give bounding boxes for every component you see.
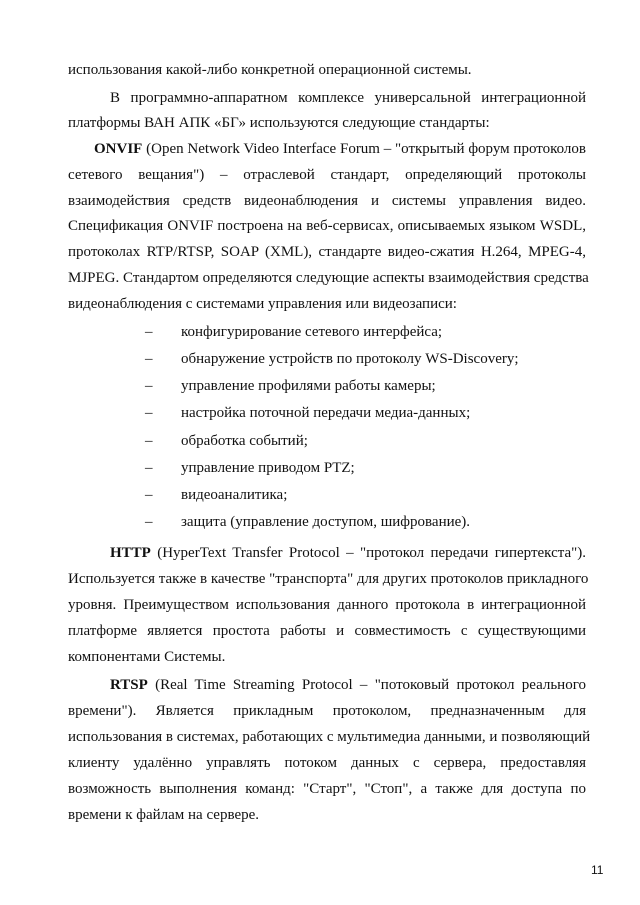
list-item: управление приводом PTZ; <box>181 460 355 476</box>
list-bullet: – <box>145 405 153 421</box>
onvif-line: протоколах RTP/RTSP, SOAP (XML), стандарте видео-сжатия H.264, MPEG-4, <box>68 244 586 260</box>
onvif-term: ONVIF <box>94 141 143 157</box>
rtsp-line: времени к файлам на сервере. <box>68 807 260 823</box>
rtsp-definition: (Real Time Streaming Protocol – "потоковый протокол реального <box>147 677 586 693</box>
paragraph-intro-tail: использования какой-либо конкретной операционной системы. <box>68 62 472 78</box>
list-bullet: – <box>145 433 153 449</box>
list-bullet: – <box>145 324 153 340</box>
onvif-line: взаимодействия средств видеонаблюдения и системы управления видео. <box>68 193 586 209</box>
http-line: Используется также в качестве "транспорта" для других протоколов прикладного <box>68 571 589 587</box>
rtsp-line: клиенту удалённо управлять потоком данных с сервера, предоставляя <box>68 755 586 771</box>
list-item: конфигурирование сетевого интерфейса; <box>181 324 443 340</box>
onvif-line-1 <box>94 139 586 159</box>
http-line-1 <box>110 543 586 563</box>
list-item: обработка событий; <box>181 433 308 449</box>
rtsp-line: возможность выполнения команд: "Старт", "Стоп", а также для доступа по <box>68 781 586 797</box>
page-number: 11 <box>591 863 604 877</box>
onvif-definition: (Open Network Video Interface Forum – "открытый форум протоколов <box>142 141 586 157</box>
list-bullet: – <box>145 378 153 394</box>
http-definition: (HyperText Transfer Protocol – "протокол передачи гипертекста"). <box>150 545 586 561</box>
onvif-line: Спецификация ONVIF построена на веб-сервисах, описываемых языком WSDL, <box>68 218 586 234</box>
http-line: платформе является простота работы и совместимость с существующими <box>68 623 586 639</box>
http-line: уровня. Преимуществом использования данного протокола в интеграционной <box>68 597 586 613</box>
http-line: компонентами Системы. <box>68 649 226 665</box>
rtsp-term: RTSP <box>110 677 148 693</box>
list-bullet: – <box>145 460 153 476</box>
list-item: защита (управление доступом, шифрование). <box>181 514 471 530</box>
list-bullet: – <box>145 487 153 503</box>
list-item: видеоаналитика; <box>181 487 288 503</box>
list-bullet: – <box>145 514 153 530</box>
rtsp-line: времени"). Является прикладным протоколом, предназначенным для <box>68 703 586 719</box>
http-term: HTTP <box>110 545 151 561</box>
onvif-line: видеонаблюдения с системами управления или видеозаписи: <box>68 296 457 312</box>
list-item: настройка поточной передачи медиа-данных; <box>181 405 471 421</box>
paragraph-standards-intro-line: В программно-аппаратном комплексе универсальной интеграционной <box>110 90 586 106</box>
rtsp-line-1 <box>110 675 586 695</box>
rtsp-line: использования в системах, работающих с мультимедиа данными, и позволяющий <box>68 729 591 745</box>
list-item: обнаружение устройств по протоколу WS-Discovery; <box>181 351 519 367</box>
list-bullet: – <box>145 351 153 367</box>
list-item: управление профилями работы камеры; <box>181 378 436 394</box>
onvif-line: MJPEG. Стандартом определяются следующие аспекты взаимодействия средства <box>68 270 589 286</box>
paragraph-standards-intro-line: платформы ВАН АПК «БГ» используются следующие стандарты: <box>68 115 490 131</box>
onvif-line: сетевого вещания") – отраслевой стандарт, определяющий протоколы <box>68 167 586 183</box>
